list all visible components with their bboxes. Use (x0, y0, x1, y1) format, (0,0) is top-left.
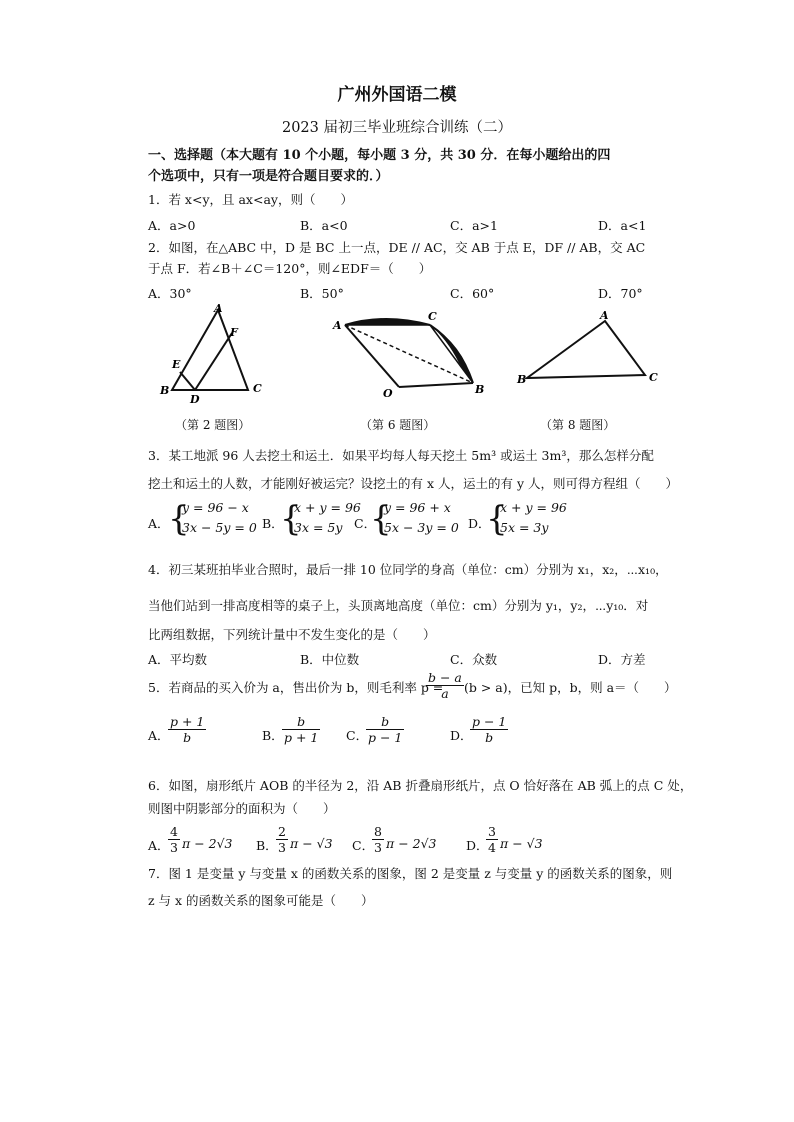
q6-option-b-fraction (276, 824, 288, 855)
q2-option-d: D．70° (598, 286, 643, 301)
q1-option-d: D．a<1 (598, 218, 647, 233)
fig2-label-e: E (172, 358, 181, 371)
q5-option-a-label: A． (148, 728, 170, 743)
q2-option-a: A．30° (148, 286, 192, 301)
q5-option-d-fraction (470, 714, 508, 745)
figure-2-triangle (150, 300, 270, 405)
q3-a-eq2: 3x − 5y = 0 (182, 520, 257, 535)
q6-a-numerator: 4 (170, 824, 178, 839)
question-3-line2: 挖土和运土的人数，才能刚好被运完？设挖土的有 x 人，运土的有 y 人，则可得方程组（ ） (148, 476, 679, 491)
q5-d-denominator: b (485, 730, 494, 745)
question-4-line2: 当他们站到一排高度相等的桌子上，头顶离地高度（单位：cm）分别为 y₁，y₂，⋯y₁₀．对 (148, 598, 649, 613)
fig8-label-c: C (649, 371, 658, 384)
page-title: 广州外国语二模 (337, 85, 457, 105)
figure-6-sector (325, 305, 495, 405)
q2-option-b: B．50° (300, 286, 344, 301)
fig6-label-c: C (428, 310, 437, 323)
fig6-label-o: O (383, 387, 393, 400)
fig2-label-a: A (214, 302, 223, 315)
figure-2-caption: （第 2 题图） (175, 418, 251, 432)
q3-option-a-label: A． (148, 516, 170, 531)
q2-option-c: C．60° (450, 286, 495, 301)
q6-option-d-label: D． (466, 838, 489, 853)
section-heading-line1: 一、选择题（本大题有 10 个小题，每小题 3 分，共 30 分．在每小题给出的四 (148, 148, 611, 163)
question-6-line1: 6．如图，扇形纸片 AOB 的半径为 2，沿 AB 折叠扇形纸片，点 O 恰好落在 AB 弧上的点 C 处， (148, 778, 693, 793)
q6-option-b-rest: π − √3 (290, 836, 333, 851)
q6-d-numerator: 3 (488, 824, 496, 839)
q5-c-numerator: b (366, 714, 404, 730)
fig2-label-f: F (230, 326, 238, 339)
q5-margin-fraction (426, 670, 464, 701)
q3-b-eq1: x + y = 96 (294, 500, 361, 515)
question-5-pre: 5．若商品的买入价为 a，售出价为 b，则毛利率 p = (148, 680, 444, 695)
q4-option-d: D．方差 (598, 652, 646, 667)
q5-b-denominator: p + 1 (284, 730, 319, 745)
q3-a-eq1: y = 96 − x (182, 500, 249, 515)
q1-option-b: B．a<0 (300, 218, 348, 233)
q6-c-numerator: 8 (374, 824, 382, 839)
q6-option-b-label: B． (256, 838, 278, 853)
question-2-line2: 于点 F．若∠B＋∠C＝120°，则∠EDF＝（ ） (148, 261, 432, 276)
q3-b-eq2: 3x = 5y (294, 520, 343, 535)
q1-option-a: A．a>0 (148, 218, 196, 233)
q3-d-eq1: x + y = 96 (500, 500, 567, 515)
q6-option-c-fraction (372, 824, 384, 855)
page-subtitle: 2023 届初三毕业班综合训练（二） (281, 120, 512, 136)
question-3-line1: 3．某工地派 96 人去挖土和运土．如果平均每人每天挖土 5m³ 或运土 3m³，那么怎样分配 (148, 448, 654, 463)
q6-b-denominator: 3 (278, 840, 286, 855)
fig2-label-b: B (160, 384, 170, 397)
q5-option-c-fraction (366, 714, 404, 745)
q5-option-c-label: C． (346, 728, 369, 743)
question-6-line2: 则图中阴影部分的面积为（ ） (148, 801, 336, 816)
q6-option-c-rest: π − 2√3 (386, 836, 437, 851)
q6-b-numerator: 2 (278, 824, 286, 839)
q1-option-c: C．a>1 (450, 218, 498, 233)
q6-a-denominator: 3 (170, 840, 178, 855)
q5-b-numerator: b (282, 714, 320, 730)
q6-d-denominator: 4 (488, 840, 496, 855)
q5-a-denominator: b (183, 730, 192, 745)
section-heading-line2: 个选项中，只有一项是符合题目要求的．） (148, 169, 389, 184)
q5-option-b-label: B． (262, 728, 284, 743)
q6-option-a-label: A． (148, 838, 170, 853)
question-2-line1: 2．如图，在△ABC 中，D 是 BC 上一点，DE // AC，交 AB 于点 E，DF // AB，交 AC (148, 240, 646, 255)
question-4-line3: 比两组数据，下列统计量中不发生变化的是（ ） (148, 627, 436, 642)
q4-option-b: B．中位数 (300, 652, 360, 667)
q3-option-d-label: D． (468, 516, 491, 531)
q5-option-a-fraction (168, 714, 206, 745)
question-4-line1: 4．初三某班拍毕业合照时，最后一排 10 位同学的身高（单位：cm）分别为 x₁，x₂，⋯x₁₀， (148, 562, 668, 577)
fig2-label-d: D (190, 393, 200, 405)
figure-8-caption: （第 8 题图） (540, 418, 616, 432)
q3-option-b-label: B． (262, 516, 284, 531)
q6-option-a-rest: π − 2√3 (182, 836, 233, 851)
q5-option-d-label: D． (450, 728, 473, 743)
q6-option-d-rest: π − √3 (500, 836, 543, 851)
fig6-label-b: B (475, 383, 485, 396)
figure-8-triangle (515, 305, 665, 390)
q3-c-eq2: 5x − 3y = 0 (384, 520, 459, 535)
q6-option-d-fraction (486, 824, 498, 855)
q3-c-eq1: y = 96 + x (384, 500, 451, 515)
fig6-label-a: A (333, 319, 342, 332)
q6-option-a-fraction (168, 824, 180, 855)
q5-c-denominator: p − 1 (368, 730, 403, 745)
figure-6-caption: （第 6 题图） (360, 418, 436, 432)
q6-c-denominator: 3 (374, 840, 382, 855)
q5-fraction-denominator: a (441, 686, 449, 701)
q6-option-c-label: C． (352, 838, 375, 853)
fig2-label-c: C (253, 382, 262, 395)
q5-d-numerator: p − 1 (472, 714, 507, 729)
q3-option-c-label: C． (354, 516, 377, 531)
q5-a-numerator: p + 1 (170, 714, 205, 729)
question-7-line1: 7．图 1 是变量 y 与变量 x 的函数关系的图象，图 2 是变量 z 与变量 y 的函数关系的图象，则 (148, 866, 673, 881)
question-7-line2: z 与 x 的函数关系的图象可能是（ ） (148, 893, 374, 908)
q5-option-b-fraction (282, 714, 320, 745)
q4-option-c: C．众数 (450, 652, 498, 667)
q3-d-eq2: 5x = 3y (500, 520, 549, 535)
question-5-post: (b > a)，已知 p，b，则 a＝（ ） (464, 680, 677, 695)
fig8-label-b: B (517, 373, 527, 386)
question-1-stem: 1．若 x<y，且 ax<ay，则（ ） (148, 192, 353, 207)
q5-fraction-numerator: b − a (428, 670, 462, 685)
q4-option-a: A．平均数 (148, 652, 208, 667)
fig8-label-a: A (600, 309, 609, 322)
